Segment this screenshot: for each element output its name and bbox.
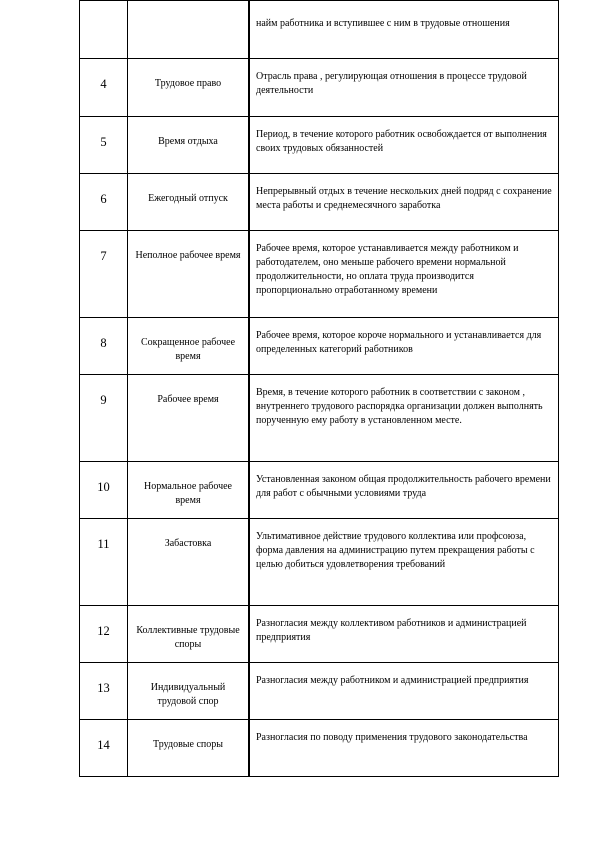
row-number: 6 xyxy=(80,174,128,231)
term-cell: Трудовые споры xyxy=(128,720,250,777)
table-row xyxy=(80,663,559,720)
definition-cell: Ультимативное действие трудового коллектива или профсоюза, форма давления на администрацию путем прекращения работы с целью добиться удовлетворения требований xyxy=(249,519,559,606)
row-number: 8 xyxy=(80,318,128,375)
definition-cell: Разногласия между коллективом работников и администрацией предприятия xyxy=(249,606,559,663)
row-number xyxy=(80,1,128,59)
definition-cell: Непрерывный отдых в течение нескольких дней подряд с сохранение места работы и среднемесячного заработка xyxy=(249,174,559,231)
table-row xyxy=(80,720,559,777)
row-number: 11 xyxy=(80,519,128,606)
row-number: 7 xyxy=(80,231,128,318)
row-number: 14 xyxy=(80,720,128,777)
row-number: 5 xyxy=(80,117,128,174)
definition-cell: Рабочее время, которое устанавливается между работником и работодателем, оно меньше рабочего времени нормальной продолжительности, но оплата труда производится пропорционально отработанному времени xyxy=(249,231,559,318)
term-cell xyxy=(128,1,250,59)
row-number: 4 xyxy=(80,59,128,117)
definition-cell: Время, в течение которого работник в соответствии с законом , внутреннего трудового распорядка организации должен выполнять порученную ему работу в установленном месте. xyxy=(249,375,559,462)
definition-cell: Рабочее время, которое короче нормального и устанавливается для определенных категорий работников xyxy=(249,318,559,375)
definition-cell: Разногласия между работником и администрацией предприятия xyxy=(249,663,559,720)
term-cell: Забастовка xyxy=(128,519,250,606)
table-row xyxy=(80,117,559,174)
row-number: 9 xyxy=(80,375,128,462)
definition-cell: Отрасль права , регулирующая отношения в процессе трудовой деятельности xyxy=(249,59,559,117)
table-row xyxy=(80,174,559,231)
term-cell: Коллективные трудовые споры xyxy=(128,606,250,663)
term-cell: Сокращенное рабочее время xyxy=(128,318,250,375)
table-row-continuation xyxy=(80,1,559,59)
term-cell: Неполное рабочее время xyxy=(128,231,250,318)
row-number: 12 xyxy=(80,606,128,663)
row-number: 13 xyxy=(80,663,128,720)
definition-cell: найм работника и вступившее с ним в трудовые отношения xyxy=(249,1,559,59)
term-cell: Трудовое право xyxy=(128,59,250,117)
table-row xyxy=(80,59,559,117)
table-row xyxy=(80,318,559,375)
terms-table xyxy=(79,0,559,777)
row-number: 10 xyxy=(80,462,128,519)
table-row xyxy=(80,606,559,663)
definition-cell: Разногласия по поводу применения трудового законодательства xyxy=(249,720,559,777)
table-row xyxy=(80,462,559,519)
table-row xyxy=(80,375,559,462)
definition-cell: Установленная законом общая продолжительность рабочего времени для работ с обычными условиями труда xyxy=(249,462,559,519)
term-cell: Нормальное рабочее время xyxy=(128,462,250,519)
term-cell: Рабочее время xyxy=(128,375,250,462)
definition-cell: Период, в течение которого работник освобождается от выполнения своих трудовых обязанностей xyxy=(249,117,559,174)
term-cell: Индивидуальный трудовой спор xyxy=(128,663,250,720)
table-row xyxy=(80,519,559,606)
table-row xyxy=(80,231,559,318)
term-cell: Время отдыха xyxy=(128,117,250,174)
term-cell: Ежегодный отпуск xyxy=(128,174,250,231)
